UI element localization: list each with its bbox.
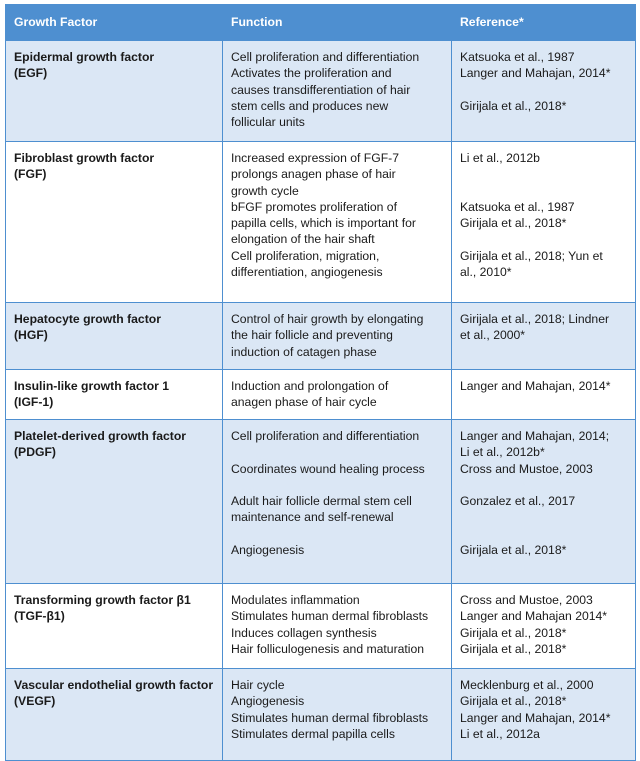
reference-line: Girijala et al., 2018; Lindner xyxy=(460,312,610,326)
reference-cell xyxy=(452,303,636,370)
function-cell xyxy=(223,420,452,584)
function-cell xyxy=(223,669,452,761)
reference-line xyxy=(460,477,627,493)
function-line: prolongs anagen phase of hair xyxy=(231,167,396,182)
function-cell xyxy=(223,142,452,303)
factor-cell xyxy=(6,420,223,584)
table-row xyxy=(6,669,636,761)
reference-line: Girijala et al., 2018; Yun et xyxy=(460,248,603,263)
function-line: Stimulates dermal papilla cells xyxy=(231,726,395,741)
function-line: Stimulates human dermal fibroblasts xyxy=(231,609,429,624)
reference-line xyxy=(460,509,627,525)
header-growth-factor: Growth Factor xyxy=(6,5,223,41)
factor-cell xyxy=(6,669,223,761)
function-line: elongation of the hair shaft xyxy=(231,232,375,247)
function-line: Hair folliculogenesis and maturation xyxy=(231,641,425,656)
function-cell xyxy=(223,370,452,420)
table-body xyxy=(6,41,636,761)
reference-line: Girijala et al., 2018* xyxy=(460,641,567,656)
reference-line: al., 2010* xyxy=(460,265,512,280)
reference-cell xyxy=(452,420,636,584)
reference-line: Li et al., 2012b* xyxy=(460,445,545,460)
function-line: anagen phase of hair cycle xyxy=(231,395,377,410)
function-line: Activates the proliferation and xyxy=(231,66,392,81)
function-line: Induces collagen synthesis xyxy=(231,625,377,640)
function-line: Cell proliferation, migration, xyxy=(231,248,380,263)
table-row xyxy=(6,41,636,142)
reference-line: Mecklenburg et al., 2000 xyxy=(460,678,594,692)
factor-line: Hepatocyte growth factor xyxy=(14,312,161,326)
reference-cell xyxy=(452,370,636,420)
table-header-row xyxy=(6,5,636,41)
function-cell xyxy=(223,303,452,370)
factor-cell xyxy=(6,584,223,669)
function-line: induction of catagen phase xyxy=(231,344,377,359)
function-line: Hair cycle xyxy=(231,678,285,692)
reference-line: Katsuoka et al., 1987 xyxy=(460,199,575,214)
function-line xyxy=(231,477,443,493)
function-line: causes transdifferentiation of hair xyxy=(231,82,411,97)
table-row xyxy=(6,142,636,303)
function-line: Adult hair follicle dermal stem cell xyxy=(231,494,412,509)
reference-line: et al., 2000* xyxy=(460,328,526,343)
function-line: Cell proliferation and differentiation xyxy=(231,50,420,64)
growth-factor-table xyxy=(5,4,636,761)
factor-line: (FGF) xyxy=(14,167,47,182)
function-line: papilla cells, which is important for xyxy=(231,216,416,231)
reference-line xyxy=(460,183,627,199)
function-line: Modulates inflammation xyxy=(231,593,360,607)
reference-line: Langer and Mahajan 2014* xyxy=(460,609,608,624)
reference-line xyxy=(460,526,627,542)
function-line: Stimulates human dermal fibroblasts xyxy=(231,710,429,725)
reference-line: Li et al., 2012b xyxy=(460,151,540,165)
reference-cell xyxy=(452,669,636,761)
factor-cell xyxy=(6,303,223,370)
factor-cell xyxy=(6,370,223,420)
reference-line: Li et al., 2012a xyxy=(460,726,540,741)
factor-line: Vascular endothelial growth factor xyxy=(14,678,214,692)
reference-line: Langer and Mahajan, 2014* xyxy=(460,379,611,393)
function-line: Cell proliferation and differentiation xyxy=(231,429,420,443)
function-line: differentiation, angiogenesis xyxy=(231,265,383,280)
reference-line: Girijala et al., 2018* xyxy=(460,216,567,231)
factor-line: Platelet-derived growth factor xyxy=(14,429,187,443)
function-cell xyxy=(223,41,452,142)
header-reference: Reference* xyxy=(452,5,636,41)
factor-line: Insulin-like growth factor 1 xyxy=(14,379,170,393)
table-row xyxy=(6,303,636,370)
factor-line: (TGF-β1) xyxy=(14,609,65,624)
function-line: Angiogenesis xyxy=(231,694,305,709)
function-line: Coordinates wound healing process xyxy=(231,461,425,476)
factor-line: (PDGF) xyxy=(14,445,56,460)
factor-line: (HGF) xyxy=(14,328,48,343)
reference-line: Langer and Mahajan, 2014* xyxy=(460,66,611,81)
factor-line: (EGF) xyxy=(14,66,48,81)
factor-cell xyxy=(6,142,223,303)
reference-line: Girijala et al., 2018* xyxy=(460,543,567,558)
function-line: Angiogenesis xyxy=(231,543,305,558)
factor-line: (VEGF) xyxy=(14,694,56,709)
reference-line xyxy=(460,82,627,98)
function-line: Control of hair growth by elongating xyxy=(231,312,424,326)
factor-line: Epidermal growth factor xyxy=(14,50,155,64)
factor-line: Fibroblast growth factor xyxy=(14,151,155,165)
function-line: Induction and prolongation of xyxy=(231,379,389,393)
reference-line xyxy=(460,231,627,247)
reference-line: Girijala et al., 2018* xyxy=(460,694,567,709)
reference-line xyxy=(460,166,627,182)
factor-line: Transforming growth factor β1 xyxy=(14,593,191,607)
function-line: stem cells and produces new xyxy=(231,98,389,113)
growth-factor-table-container xyxy=(5,4,635,761)
header-function: Function xyxy=(223,5,452,41)
function-line: maintenance and self-renewal xyxy=(231,510,394,525)
function-line xyxy=(231,526,443,542)
factor-cell xyxy=(6,41,223,142)
function-line xyxy=(231,444,443,460)
function-line: follicular units xyxy=(231,115,305,130)
function-line: Increased expression of FGF-7 xyxy=(231,151,399,165)
reference-line: Cross and Mustoe, 2003 xyxy=(460,461,593,476)
reference-line: Girijala et al., 2018* xyxy=(460,625,567,640)
reference-line: Gonzalez et al., 2017 xyxy=(460,494,576,509)
reference-cell xyxy=(452,584,636,669)
reference-cell xyxy=(452,142,636,303)
reference-line: Katsuoka et al., 1987 xyxy=(460,50,575,64)
table-row xyxy=(6,370,636,420)
function-cell xyxy=(223,584,452,669)
table-row xyxy=(6,584,636,669)
reference-line: Girijala et al., 2018* xyxy=(460,98,567,113)
table-row xyxy=(6,420,636,584)
reference-line: Cross and Mustoe, 2003 xyxy=(460,593,593,607)
reference-line: Langer and Mahajan, 2014* xyxy=(460,710,611,725)
function-line: bFGF promotes proliferation of xyxy=(231,199,397,214)
function-line: the hair follicle and preventing xyxy=(231,328,393,343)
function-line: growth cycle xyxy=(231,183,299,198)
factor-line: (IGF-1) xyxy=(14,395,54,410)
reference-line: Langer and Mahajan, 2014; xyxy=(460,429,610,443)
reference-cell xyxy=(452,41,636,142)
